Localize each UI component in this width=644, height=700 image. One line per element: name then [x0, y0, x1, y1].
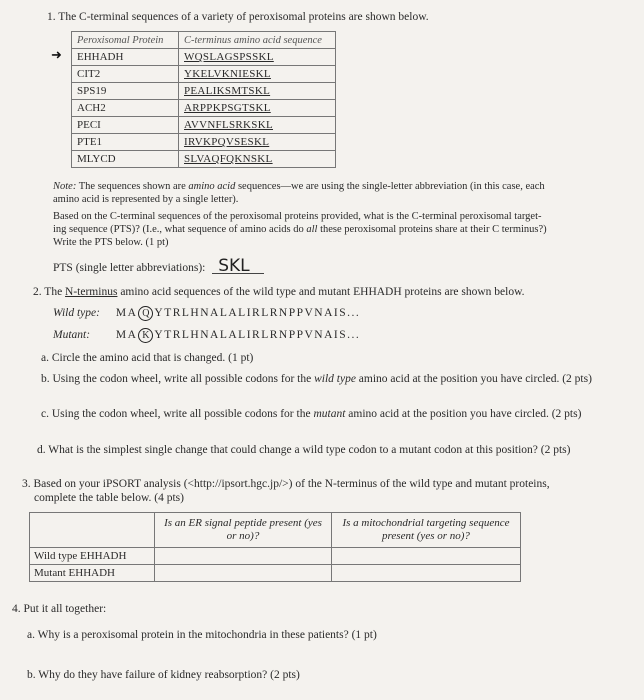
table-row: [72, 117, 336, 134]
protein-name: PECI: [72, 117, 179, 134]
protein-sequence: AVVNFLSRKSKL: [179, 117, 336, 134]
table-row: [72, 49, 336, 66]
q1-intro: 1. The C-terminal sequences of a variety of peroxisomal proteins are shown below.: [47, 11, 429, 23]
q2c-text-1: c. Using the codon wheel, write all possible codons for the: [41, 408, 311, 420]
mutant-sequence: [53, 328, 360, 343]
q2-intro-b: amino acid sequences of the wild type and mutant EHHADH proteins are shown below.: [120, 286, 525, 298]
q4a: a. Why is a peroxisomal protein in the mitochondria in these patients? (1 pt): [27, 629, 377, 641]
note-line2: amino acid is represented by a single letter).: [53, 194, 239, 205]
protein-sequence: PEALIKSMTSKL: [179, 83, 336, 100]
col-header-sequence: C-terminus amino acid sequence: [179, 32, 336, 49]
q2b-text-1: b. Using the codon wheel, write all possible codons for the: [41, 373, 312, 385]
protein-name: MLYCD: [72, 151, 179, 168]
q2a: a. Circle the amino acid that is changed. (1 pt): [41, 352, 254, 364]
q2c-italic: mutant: [313, 408, 346, 420]
peroxisomal-protein-table: [71, 31, 336, 168]
protein-sequence: YKELVKNIESKL: [179, 66, 336, 83]
answer-cell-mutant-er[interactable]: [155, 565, 332, 582]
q2c: [41, 407, 581, 421]
ipsort-table: [29, 512, 521, 582]
wild-circled-residue[interactable]: Q: [138, 306, 153, 321]
q2b: [41, 372, 592, 386]
q2b-text-2: amino acid at the position you have circled. (2 pts): [358, 373, 592, 385]
protein-sequence: IRVKPQVSESKL: [179, 134, 336, 151]
q4b: b. Why do they have failure of kidney reabsorption? (2 pts): [27, 669, 300, 681]
protein-sequence: WQSLAGSPSSKL: [179, 49, 336, 66]
pts-answer-line: [53, 256, 264, 276]
answer-cell-wild-mito[interactable]: [332, 548, 521, 565]
wild-prefix: MA: [115, 307, 138, 319]
protein-sequence: SLVAQFQKNSKL: [179, 151, 336, 168]
arrow-icon: ➜: [51, 47, 62, 62]
table-row: [72, 134, 336, 151]
q2d: d. What is the simplest single change that could change a wild type codon to a mutant codon at this position? (2 pts): [37, 444, 571, 456]
pts-answer-field[interactable]: SKL: [212, 259, 263, 274]
pts-question-line1: Based on the C-terminal sequences of the peroxisomal proteins provided, what is the C-terminal peroxisomal target-: [53, 211, 542, 222]
wild-suffix: YTRLHNALALIRLRNPPVNAIS...: [154, 307, 361, 319]
protein-name: SPS19: [72, 83, 179, 100]
ipsort-empty-corner: [30, 513, 155, 548]
table-row: [30, 565, 521, 582]
protein-name: ACH2: [72, 100, 179, 117]
q3-line2: complete the table below. (4 pts): [34, 492, 184, 504]
mutant-prefix: MA: [115, 329, 138, 341]
q3-text: [22, 477, 636, 505]
protein-name: EHHADH: [72, 49, 179, 66]
table-header-row: [72, 32, 336, 49]
note-text-2: sequences—we are using the single-letter abbreviation (in this case, each: [237, 181, 545, 192]
ipsort-header-row: [30, 513, 521, 548]
col-header-mito-target: Is a mitochondrial targeting sequence present (yes or no)?: [332, 513, 521, 548]
wild-type-label: Wild type:: [53, 307, 100, 319]
q2-intro: [33, 285, 525, 299]
q4-title: 4. Put it all together:: [12, 603, 107, 615]
table-row: [30, 548, 521, 565]
q2b-italic: wild type: [314, 373, 356, 385]
pts-question-line2b: these peroxisomal proteins share at their C terminus?): [320, 224, 547, 235]
wild-type-sequence: [53, 306, 360, 321]
note-text-1: The sequences shown are: [78, 181, 186, 192]
col-header-er-signal: Is an ER signal peptide present (yes or no)?: [155, 513, 332, 548]
table-row: [72, 100, 336, 117]
pts-question-line3: Write the PTS below. (1 pt): [53, 237, 169, 248]
mutant-suffix: YTRLHNALALIRLRNPPVNAIS...: [154, 329, 361, 341]
table-row: [72, 83, 336, 100]
pts-question-all: all: [306, 224, 318, 235]
protein-name: CIT2: [72, 66, 179, 83]
protein-sequence: ARPPKPSGTSKL: [179, 100, 336, 117]
table-row: [72, 66, 336, 83]
table-row: [72, 151, 336, 168]
protein-name: PTE1: [72, 134, 179, 151]
mutant-label: Mutant:: [53, 329, 91, 341]
note-label: Note:: [53, 181, 77, 192]
note: [53, 180, 623, 206]
row-label-mutant: Mutant EHHADH: [30, 565, 155, 582]
q2-intro-underline: N-terminus: [65, 286, 118, 298]
col-header-protein: Peroxisomal Protein: [72, 32, 179, 49]
pts-question-line2a: ing sequence (PTS)? (I.e., what sequence of amino acids do: [53, 224, 304, 235]
q2c-text-2: amino acid at the position you have circled. (2 pts): [348, 408, 582, 420]
mutant-circled-residue[interactable]: K: [138, 328, 153, 343]
q2-intro-a: 2. The: [33, 286, 63, 298]
row-label-wild-type: Wild type EHHADH: [30, 548, 155, 565]
answer-cell-mutant-mito[interactable]: [332, 565, 521, 582]
q3-line1: 3. Based on your iPSORT analysis (<http://ipsort.hgc.jp/>) of the N-terminus of the wild type and mutant proteins,: [22, 478, 550, 490]
answer-cell-wild-er[interactable]: [155, 548, 332, 565]
note-italic: amino acid: [188, 181, 236, 192]
pts-question: [53, 210, 628, 249]
pts-label: PTS (single letter abbreviations):: [53, 262, 206, 274]
